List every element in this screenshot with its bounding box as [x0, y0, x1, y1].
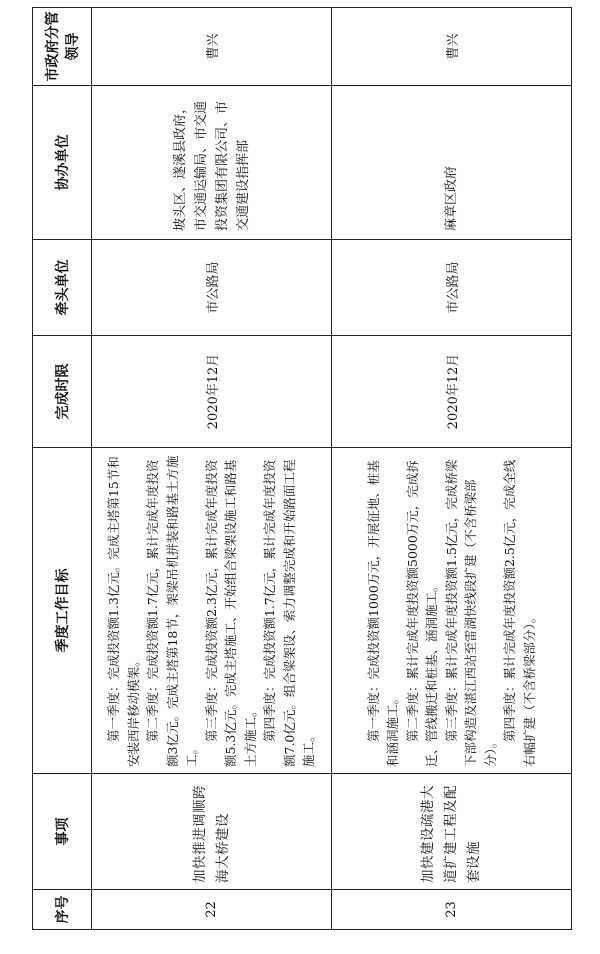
goal-q4: 第四季度：累计完成年度投资额2.5亿元，完成全线右幅扩建（不含桥梁部分）。 — [502, 459, 537, 767]
header-seq: 序号 — [33, 890, 92, 930]
row-chief: 曹兴 — [92, 8, 332, 86]
goal-q2: 第二季度：完成投资额1.7亿元，累计完成年度投资额3亿元。完成主塔第18节，架梁吊机拼装和路基土方施工。 — [145, 455, 200, 767]
row-assist: 坡头区、遂溪县政府，市交通运输局、市交通投资集团有限公司、市交通建设指挥部 — [92, 86, 332, 240]
row-item: 加快建设疏港大道扩建工程及配套设施 — [332, 774, 572, 890]
row-assist: 麻章区政府 — [332, 86, 572, 240]
row-item: 加快推进调顺跨海大桥建设 — [92, 774, 332, 890]
row-seq: 22 — [92, 890, 332, 930]
rotated-table-container — [32, 8, 570, 930]
row-seq: 23 — [332, 890, 572, 930]
row-chief: 曹兴 — [332, 8, 572, 86]
header-row — [33, 8, 92, 930]
header-item: 事项 — [33, 774, 92, 890]
goal-q4: 第四季度：完成投资额1.7亿元，累计完成年度投资额7.0亿元。组合梁架设、索力调整完成和开始路面工程施工。 — [262, 459, 317, 767]
row-lead: 市公路局 — [92, 240, 332, 336]
table-row — [332, 8, 572, 930]
row-time: 2020年12月 — [92, 336, 332, 448]
table-row — [92, 8, 332, 930]
row-goals — [92, 448, 332, 774]
row-time: 2020年12月 — [332, 336, 572, 448]
goal-q3: 第三季度：完成投资额2.3亿元，累计完成年度投资额5.3亿元。完成主塔施工、开始组合梁架设施工和路基土方施工。 — [203, 459, 258, 767]
row-goals — [332, 448, 572, 774]
row-lead: 市公路局 — [332, 240, 572, 336]
goal-q3: 第三季度：累计完成年度投资额1.5亿元，完成桥梁下部构造及湛江西站至雷湖快线段扩建（不含桥梁部分）。 — [443, 459, 498, 767]
work-plan-table — [32, 7, 572, 930]
goal-q2: 第二季度：累计完成年度投资额5000万元，完成拆迁、管线搬迁和桩基、涵洞施工。 — [404, 460, 440, 767]
header-assist: 协办单位 — [33, 86, 92, 240]
header-lead: 牵头单位 — [33, 240, 92, 336]
header-goal: 季度工作目标 — [33, 448, 92, 774]
header-time: 完成时限 — [33, 336, 92, 448]
header-chief: 市政府分管领导 — [33, 8, 92, 86]
goal-q1: 第一季度：完成投资额1.3亿元。完成主塔第15节和安装西岸移动模架。 — [106, 456, 141, 767]
goal-q1: 第一季度：完成投资额1000万元，开展征地、桩基和涵洞施工。 — [365, 460, 401, 767]
